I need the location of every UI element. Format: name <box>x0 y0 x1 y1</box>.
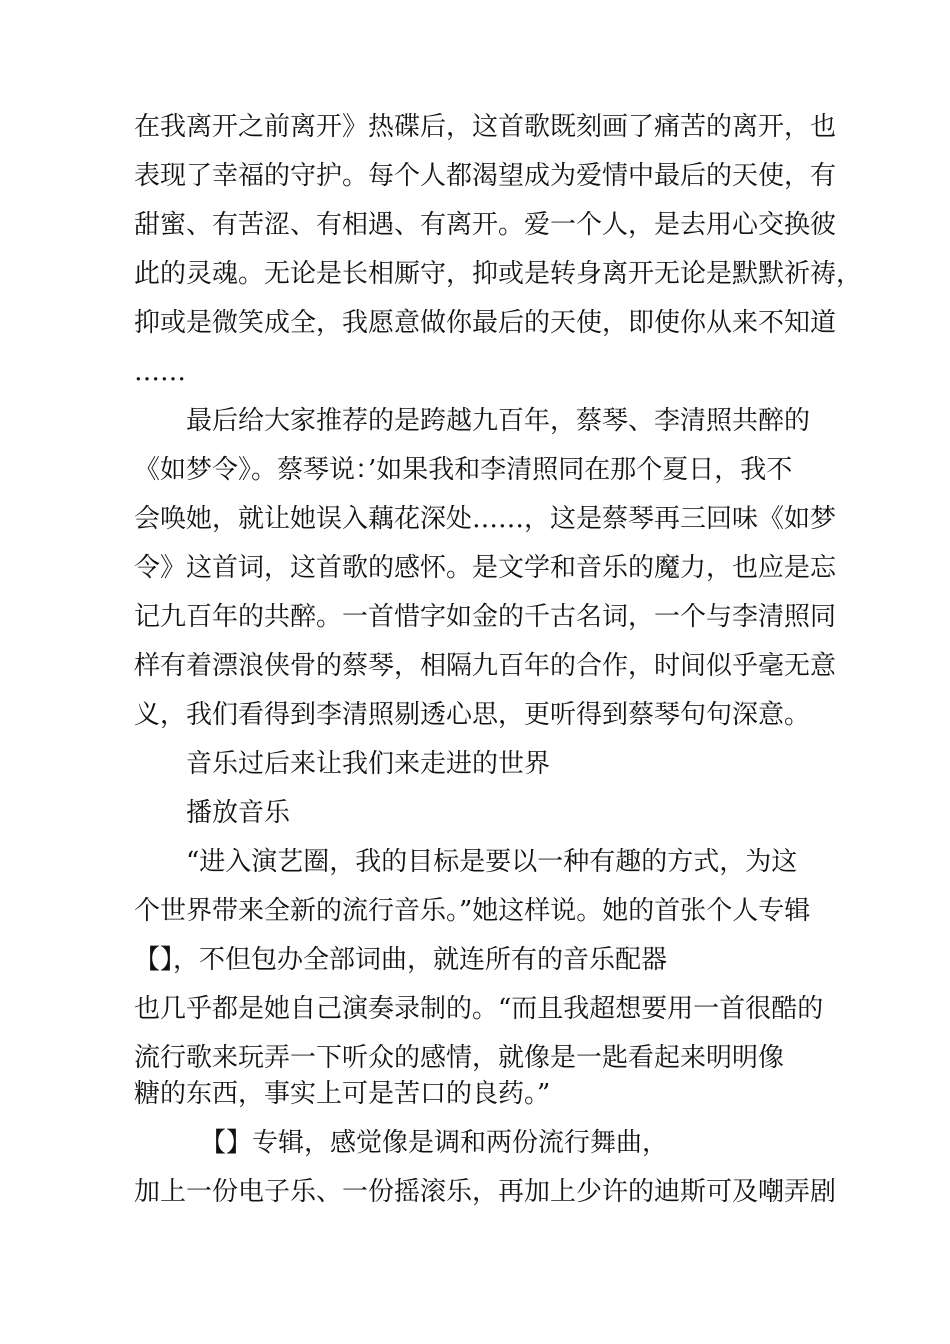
text-line: 甜蜜、有苦涩、有相遇、有离开。爱一个人，是去用心交换彼 <box>134 210 837 240</box>
text-line: 《如梦令》。蔡琴说：’如果我和李清照同在那个夏日，我不 <box>134 455 793 485</box>
paragraph-first-line: “进入演艺圈，我的目标是要以一种有趣的方式，为这 <box>186 847 798 877</box>
text-line: 会唤她，就让她误入藕花深处……，这是蔡琴再三回味《如梦 <box>134 504 837 534</box>
text-line: 【】，不但包办全部词曲，就连所有的音乐配器 <box>134 945 668 975</box>
paragraph-first-line: 【】专辑，感觉像是调和两份流行舞曲， <box>200 1128 669 1158</box>
text-line: 此的灵魂。无论是长相厮守，抑或是转身离开无论是默默祈祷， <box>134 259 863 289</box>
text-line: 加上一份电子乐、一份摇滚乐，再加上少许的迪斯可及嘲弄剧 <box>134 1177 837 1207</box>
paragraph-first-line: 播放音乐 <box>186 798 291 828</box>
text-line: 也几乎都是她自己演奏录制的。“而且我超想要用一首很酷的 <box>134 994 824 1024</box>
paragraph-first-line: 最后给大家推荐的是跨越九百年，蔡琴、李清照共醉的 <box>186 406 811 436</box>
text-line: …… <box>134 357 186 387</box>
text-line: 表现了幸福的守护。每个人都渴望成为爱情中最后的天使，有 <box>134 161 837 191</box>
text-line: 流行歌来玩弄一下听众的感情，就像是一匙看起来明明像 <box>134 1043 785 1073</box>
text-line: 糖的东西，事实上可是苦口的良药。” <box>134 1079 551 1109</box>
text-line: 令》这首词，这首歌的感怀。是文学和音乐的魔力，也应是忘 <box>134 553 837 583</box>
text-line: 个世界带来全新的流行音乐。”她这样说。她的首张个人专辑 <box>134 896 811 926</box>
text-line: 在我离开之前离开》热碟后，这首歌既刻画了痛苦的离开，也 <box>134 112 837 142</box>
text-line: 义，我们看得到李清照剔透心思，更听得到蔡琴句句深意。 <box>134 700 811 730</box>
text-line: 样有着漂浪侠骨的蔡琴，相隔九百年的合作，时间似乎毫无意 <box>134 651 837 681</box>
text-line: 记九百年的共醉。一首惜字如金的千古名词，一个与李清照同 <box>134 602 837 632</box>
paragraph-first-line: 音乐过后来让我们来走进的世界 <box>186 749 551 779</box>
text-line: 抑或是微笑成全，我愿意做你最后的天使，即使你从来不知道 <box>134 308 837 338</box>
